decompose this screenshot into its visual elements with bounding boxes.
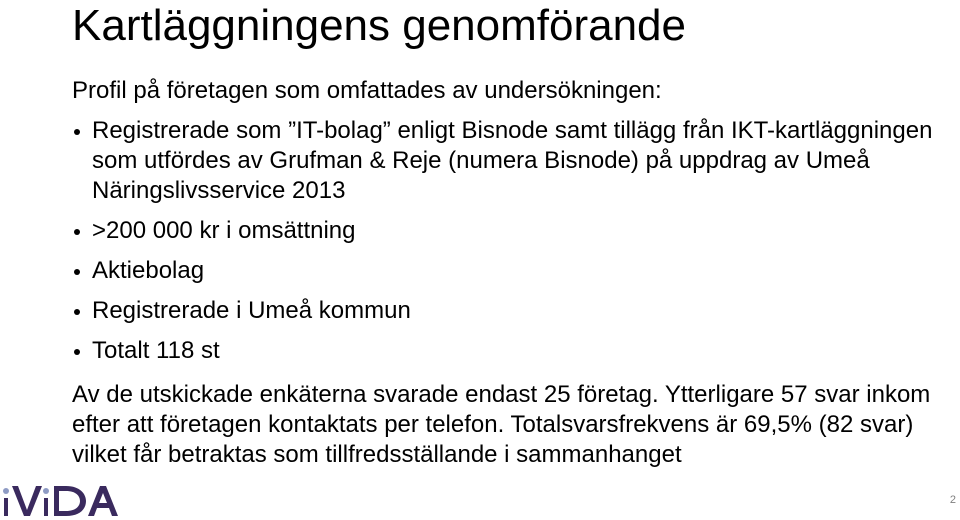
- logo-dot-icon: [3, 488, 9, 494]
- bullet-dot-icon: [74, 129, 80, 135]
- bullet-list: [72, 116, 942, 376]
- logo-letter-d: [54, 486, 86, 516]
- bullet-item: [72, 216, 942, 246]
- bullet-text: Registrerade som ”IT-bolag” enligt Bisnode samt tillägg från IKT-kartläggningen som utfördes av Grufman & Reje (numera Bisnode) på uppdrag av Umeå Näringslivsservice 2013: [92, 117, 933, 204]
- bullet-dot-icon: [74, 229, 80, 235]
- bullet-item: [72, 336, 942, 366]
- bullet-text: Registrerade i Umeå kommun: [92, 297, 411, 324]
- bullet-text: Totalt 118 st: [92, 337, 220, 364]
- bullet-dot-icon: [74, 269, 80, 275]
- bullet-text: Aktiebolag: [92, 257, 205, 284]
- bullet-text: >200 000 kr i omsättning: [92, 217, 356, 244]
- logo-letter-i: [4, 498, 8, 516]
- bullet-dot-icon: [74, 309, 80, 315]
- intro-text: Profil på företagen som omfattades av undersökningen:: [72, 77, 662, 104]
- logo-letter-v: [12, 486, 42, 516]
- logo-letter-i-2: [44, 498, 48, 516]
- summary-text: Av de utskickade enkäterna svarade endast 25 företag. Ytterligare 57 svar inkom efter att företagen kontaktats per telefon. Totalsvarsfrekvens är 69,5% (82 svar) vilket får betraktas som tillfredsställande i sammanhanget: [72, 381, 931, 468]
- bullet-item: [72, 296, 942, 326]
- bullet-dot-icon: [74, 349, 80, 355]
- slide-title: Kartläggningens genomförande: [72, 1, 687, 50]
- logo-dot-icon: [43, 488, 49, 494]
- bullet-item: [72, 116, 942, 206]
- ivida-logo: [0, 482, 122, 520]
- bullet-item: [72, 256, 942, 286]
- page-number: 2: [949, 494, 956, 506]
